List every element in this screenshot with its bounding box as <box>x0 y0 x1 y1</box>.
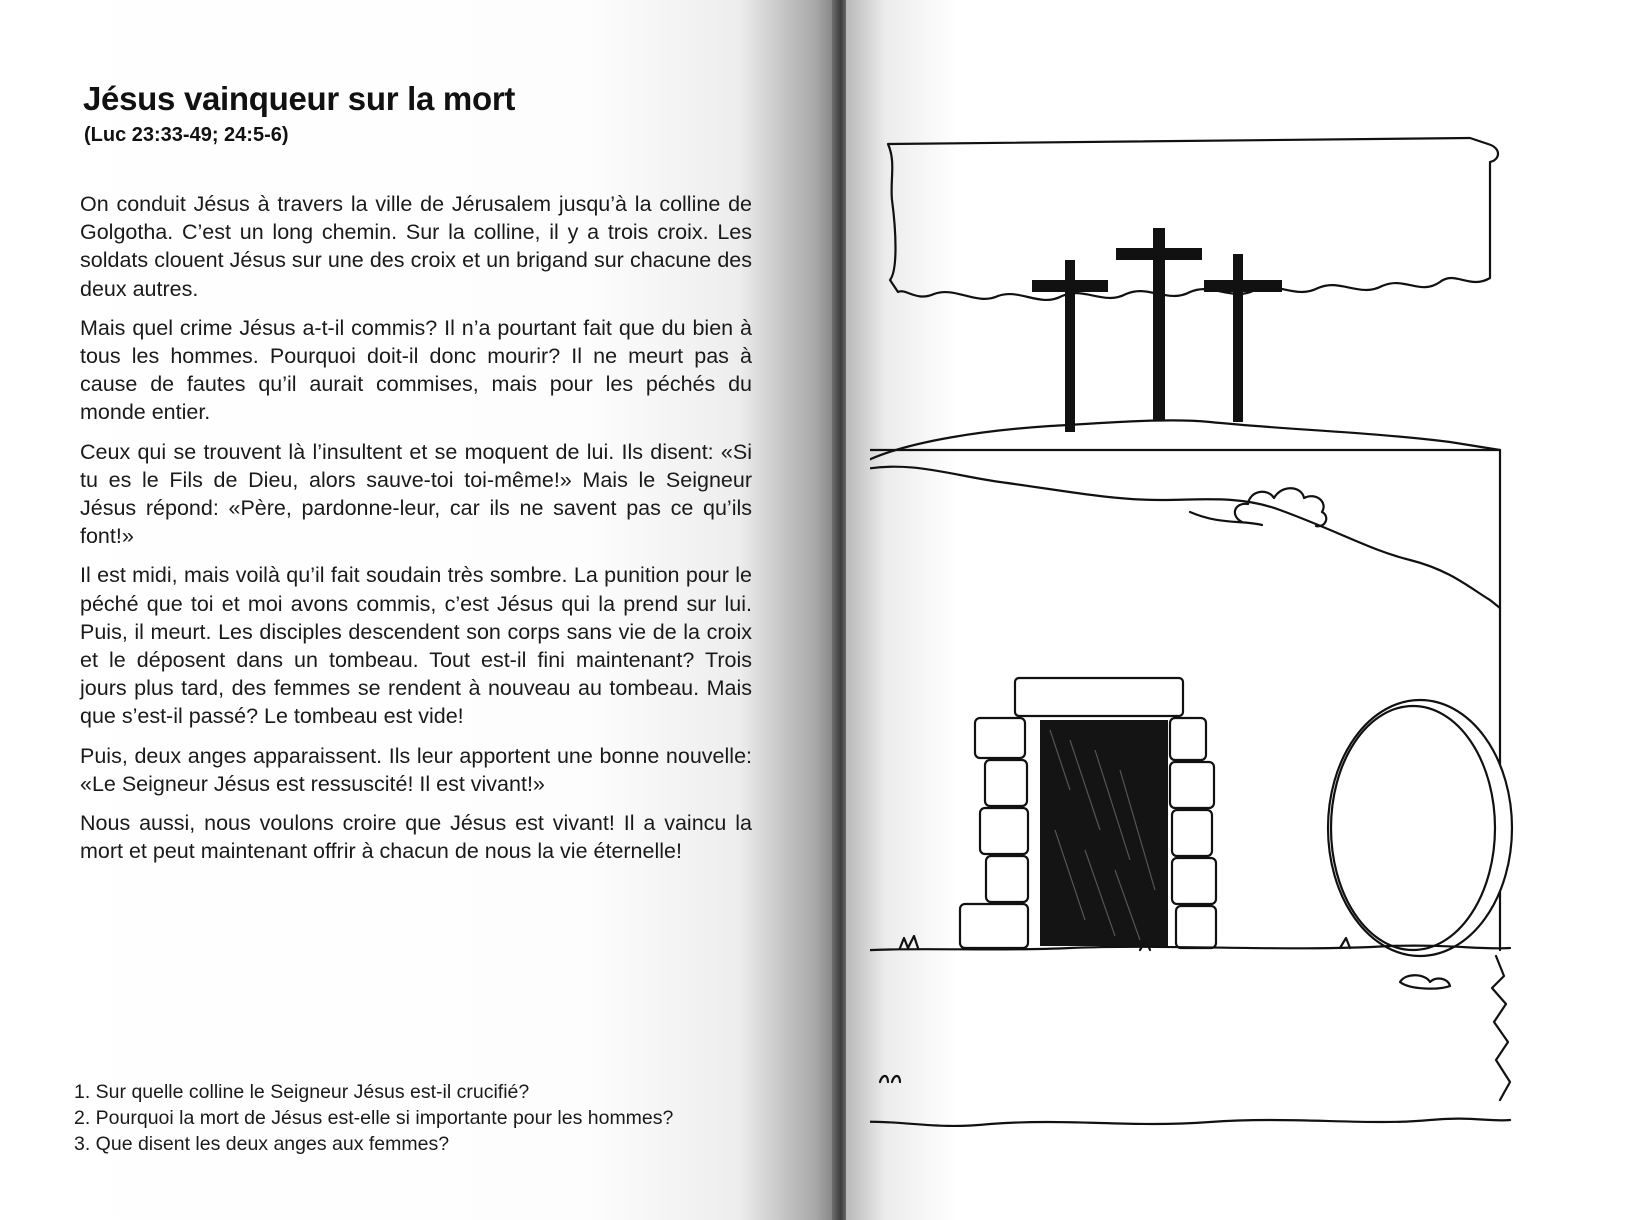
grass-right <box>1492 956 1510 1100</box>
paragraph: Il est midi, mais voilà qu’il fait soudain très sombre. La punition pour le péché que toi et moi avons commis, c’est Jésus qui la prend sur lui. Puis, il meurt. Les disciples descendent son corps sans vie de la croix et le déposent dans un tombeau. Tout est-il fini maintenant? Trois jours plus tard, des femmes se rendent à nouveau au tombeau. Mais que s’est-il passé? Le tombeau est vide! <box>80 563 752 729</box>
small-plant <box>880 1076 900 1082</box>
question: 3. Que disent les deux anges aux femmes? <box>74 1133 450 1155</box>
tomb-doorway <box>1040 720 1168 946</box>
grass-bottom <box>870 1119 1510 1126</box>
crosses <box>1032 228 1282 432</box>
paragraph: On conduit Jésus à travers la ville de Jérusalem jusqu’à la colline de Golgotha. C’est un long chemin. Sur la colline, il y a trois croix. Les soldats clouent Jésus sur une des croix et un brigand sur chacune des deux autres. <box>80 192 752 301</box>
left-cross-icon <box>1032 260 1108 432</box>
tomb-lintel <box>1015 678 1183 716</box>
right-cross-icon <box>1204 254 1282 422</box>
background-hill-lower <box>1190 512 1262 525</box>
question: 1. Sur quelle colline le Seigneur Jésus est-il crucifié? <box>74 1081 530 1103</box>
sky-banner <box>888 138 1498 300</box>
scripture-reference: (Luc 23:33-49; 24:5-6) <box>84 124 289 146</box>
page-title: Jésus vainqueur sur la mort <box>83 80 516 117</box>
questions-list <box>74 1079 673 1157</box>
question: 2. Pourquoi la mort de Jésus est-elle si importante pour les hommes? <box>74 1107 674 1129</box>
background-hill <box>870 467 1500 608</box>
golgotha-hill <box>870 420 1500 462</box>
crosses-and-tomb-illustration <box>870 130 1610 1190</box>
paragraph: Ceux qui se trouvent là l’insultent et se moquent de lui. Ils disent: «Si tu es le Fils de Dieu, alors sauve-toi toi-même!» Mais le Seigneur Jésus répond: «Père, pardonne-leur, car ils ne savent pas ce qu’ils font!» <box>80 439 752 549</box>
pebbles <box>1400 975 1450 988</box>
paragraph: Mais quel crime Jésus a-t-il commis? Il n’a pourtant fait que du bien à tous les hommes. Pourquoi doit-il donc mourir? Il ne meurt pas à cause de fautes qu’il aurait commises, mais pour les péchés du monde entier. <box>80 315 752 425</box>
rolled-stone <box>1328 700 1512 956</box>
paragraph: Nous aussi, nous voulons croire que Jésus est vivant! Il a vaincu la mort et peut maintenant offrir à chacun de nous la vie éternelle! <box>80 811 752 864</box>
paragraph: Puis, deux anges apparaissent. Ils leur apportent une bonne nouvelle: «Le Seigneur Jésus est ressuscité! Il est vivant!» <box>80 743 752 796</box>
story-text <box>80 190 752 876</box>
bush <box>1235 488 1326 526</box>
center-cross-icon <box>1116 228 1202 420</box>
